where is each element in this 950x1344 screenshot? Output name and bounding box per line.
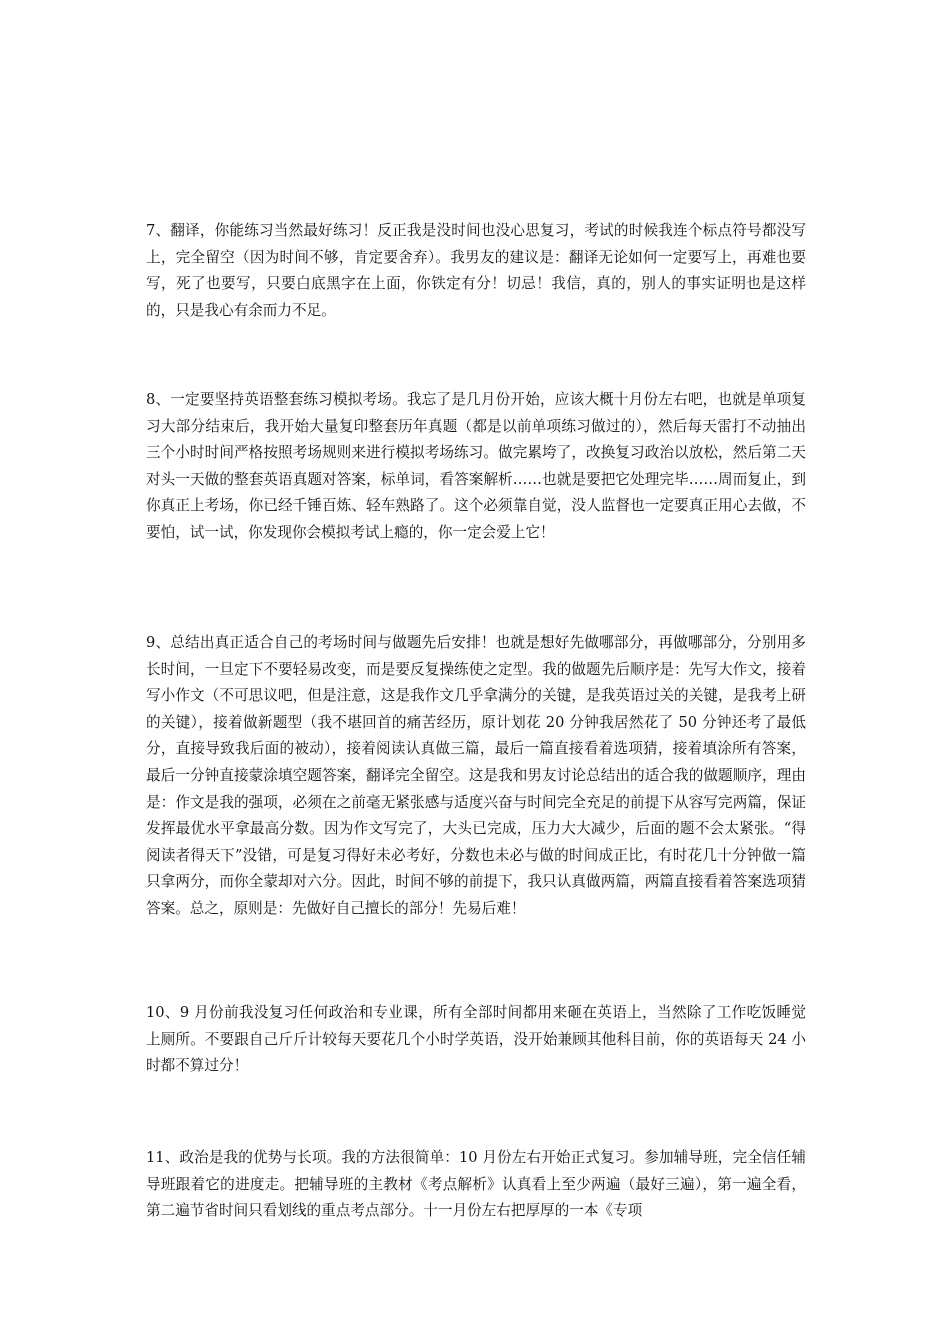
paragraph-8: 8、一定要坚持英语整套练习模拟考场。我忘了是几月份开始，应该大概十月份左右吧，也就是单项复习大部分结束后，我开始大量复印整套历年真题（都是以前单项练习做过的），然后每天雷打不动抽出三个小时时间严格按照考场规则来进行模拟考场练习。做完累垮了，改换复习政治以放松，然后第二天对头一天做的整套英语真题对答案，标单词，看答案解析……也就是要把它处理完毕……周而复止，到你真正上考场，你已经千锤百炼、轻车熟路了。这个必须靠自觉，没人监督也一定要真正用心去做，不要怕，试一试，你发现你会模拟考试上瘾的，你一定会爱上它！ xyxy=(146,391,806,541)
paragraph-9: 9、总结出真正适合自己的考场时间与做题先后安排！也就是想好先做哪部分，再做哪部分，分别用多长时间，一旦定下不要轻易改变，而是要反复操练使之定型。我的做题先后顺序是：先写大作文，接着写小作文（不可思议吧，但是注意，这是我作文几乎拿满分的关键，是我英语过关的关键，是我考上研的关键），接着做新题型（我不堪回首的痛苦经历，原计划花 20 分钟我居然花了 50 分钟还考了最低分，直接导致我后面的被动），接着阅读认真做三篇，最后一篇直接看着选项猜，接着填涂所有答案，最后一分钟直接蒙涂填空题答案，翻译完全留空。这是我和男友讨论总结出的适合我的做题顺序，理由是：作文是我的强项，必须在之前毫无紧张感与适度兴奋与时间完全充足的前提下从容写完两篇，保证发挥最优水平拿最高分数。因为作文写完了，大头已完成，压力大大减少，后面的题不会太紧张。“得阅读者得天下”没错，可是复习得好未必考好，分数也未必与做的时间成正比，有时花几十分钟做一篇只拿两分，而你全蒙却对六分。因此，时间不够的前提下，我只认真做两篇，两篇直接看着答案选项猜答案。总之，原则是：先做好自己擅长的部分！先易后难！ xyxy=(146,634,806,917)
paragraph-7: 7、翻译，你能练习当然最好练习！反正我是没时间也没心思复习，考试的时候我连个标点符号都没写上，完全留空（因为时间不够，肯定要舍弃）。我男友的建议是：翻译无论如何一定要写上，再难也要写，死了也要写，只要白底黑字在上面，你铁定有分！切忌！我信，真的，别人的事实证明也是这样的，只是我心有余而力不足。 xyxy=(146,222,806,319)
paragraph-10: 10、9 月份前我没复习任何政治和专业课，所有全部时间都用来砸在英语上，当然除了工作吃饭睡觉上厕所。不要跟自己斤斤计较每天要花几个小时学英语，没开始兼顾其他科目前，你的英语每天 24 小时都不算过分！ xyxy=(146,1004,806,1075)
paragraph-11: 11、政治是我的优势与长项。我的方法很简单：10 月份左右开始正式复习。参加辅导班，完全信任辅导班跟着它的进度走。把辅导班的主教材《考点解析》认真看上至少两遍（最好三遍），第一遍全看，第二遍节省时间只看划线的重点考点部分。十一月份左右把厚厚的一本《专项 xyxy=(146,1149,806,1220)
